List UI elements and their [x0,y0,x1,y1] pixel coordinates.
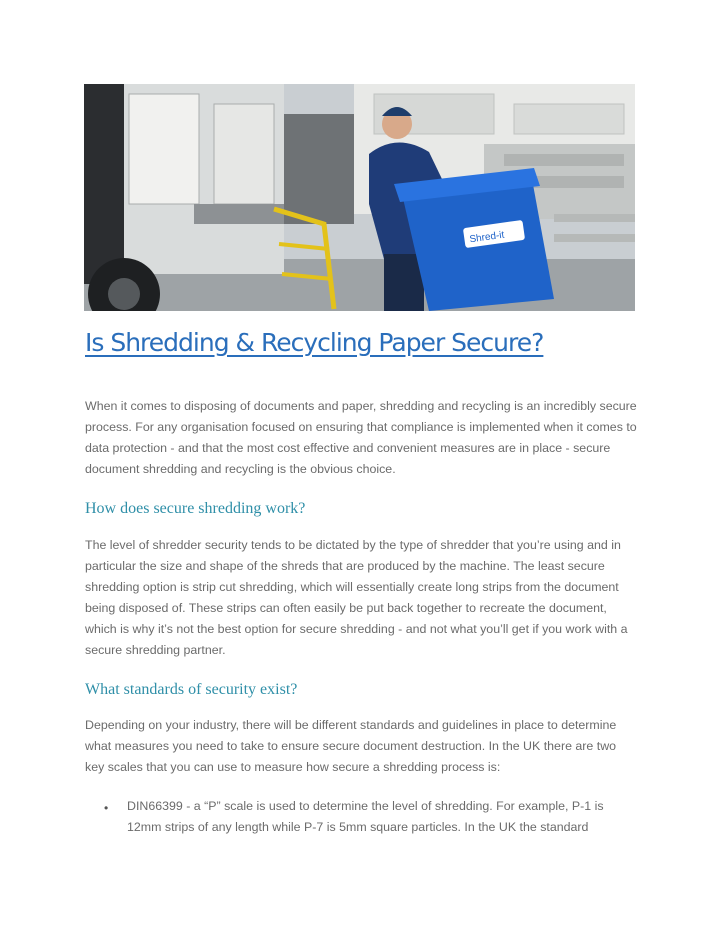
article-title[interactable]: Is Shredding & Recycling Paper Secure? [85,328,544,357]
hero-photo-illustration [84,84,635,311]
hero-image [84,84,635,311]
section-heading-security-standards: What standards of security exist? [85,681,298,698]
bin-logo-text: Shred-it [468,229,506,246]
section-paragraph-security-standards: Depending on your industry, there will be different standards and guidelines in place to determine what measures you need to take to ensure secure document destruction. In the UK there are two key scales that you can use to measure how secure a shredding process is: [85,718,617,774]
intro-paragraph: When it comes to disposing of documents and paper, shredding and recycling is an incredibly secure process. For any organisation focused on ensuring that compliance is implemented when it comes to data protection - and that the most cost effective and convenient measures are in place - secure document shredding and recycling is the obvious choice. [85,399,637,476]
section-heading-how-shredding-works: How does secure shredding work? [85,500,306,517]
bullet-marker: • [104,801,109,815]
section-paragraph-how-shredding-works: The level of shredder security tends to be dictated by the type of shredder that you’re using and in particular the size and shape of the shreds that are produced by the machine. The least secure shredding option is strip cut shredding, which will essentially create long strips from the document being disposed of. These strips can often easily be put back together to recreate the document, which is why it’s not the best option for secure shredding - and not what you’ll get if you work with a secure shredding partner. [85,538,628,657]
bullet-item-din66399: DIN66399 - a “P” scale is used to determine the level of shredding. For example, P-1 is 12mm strips of any length while P-7 is 5mm square particles. In the UK the standard [127,799,604,834]
